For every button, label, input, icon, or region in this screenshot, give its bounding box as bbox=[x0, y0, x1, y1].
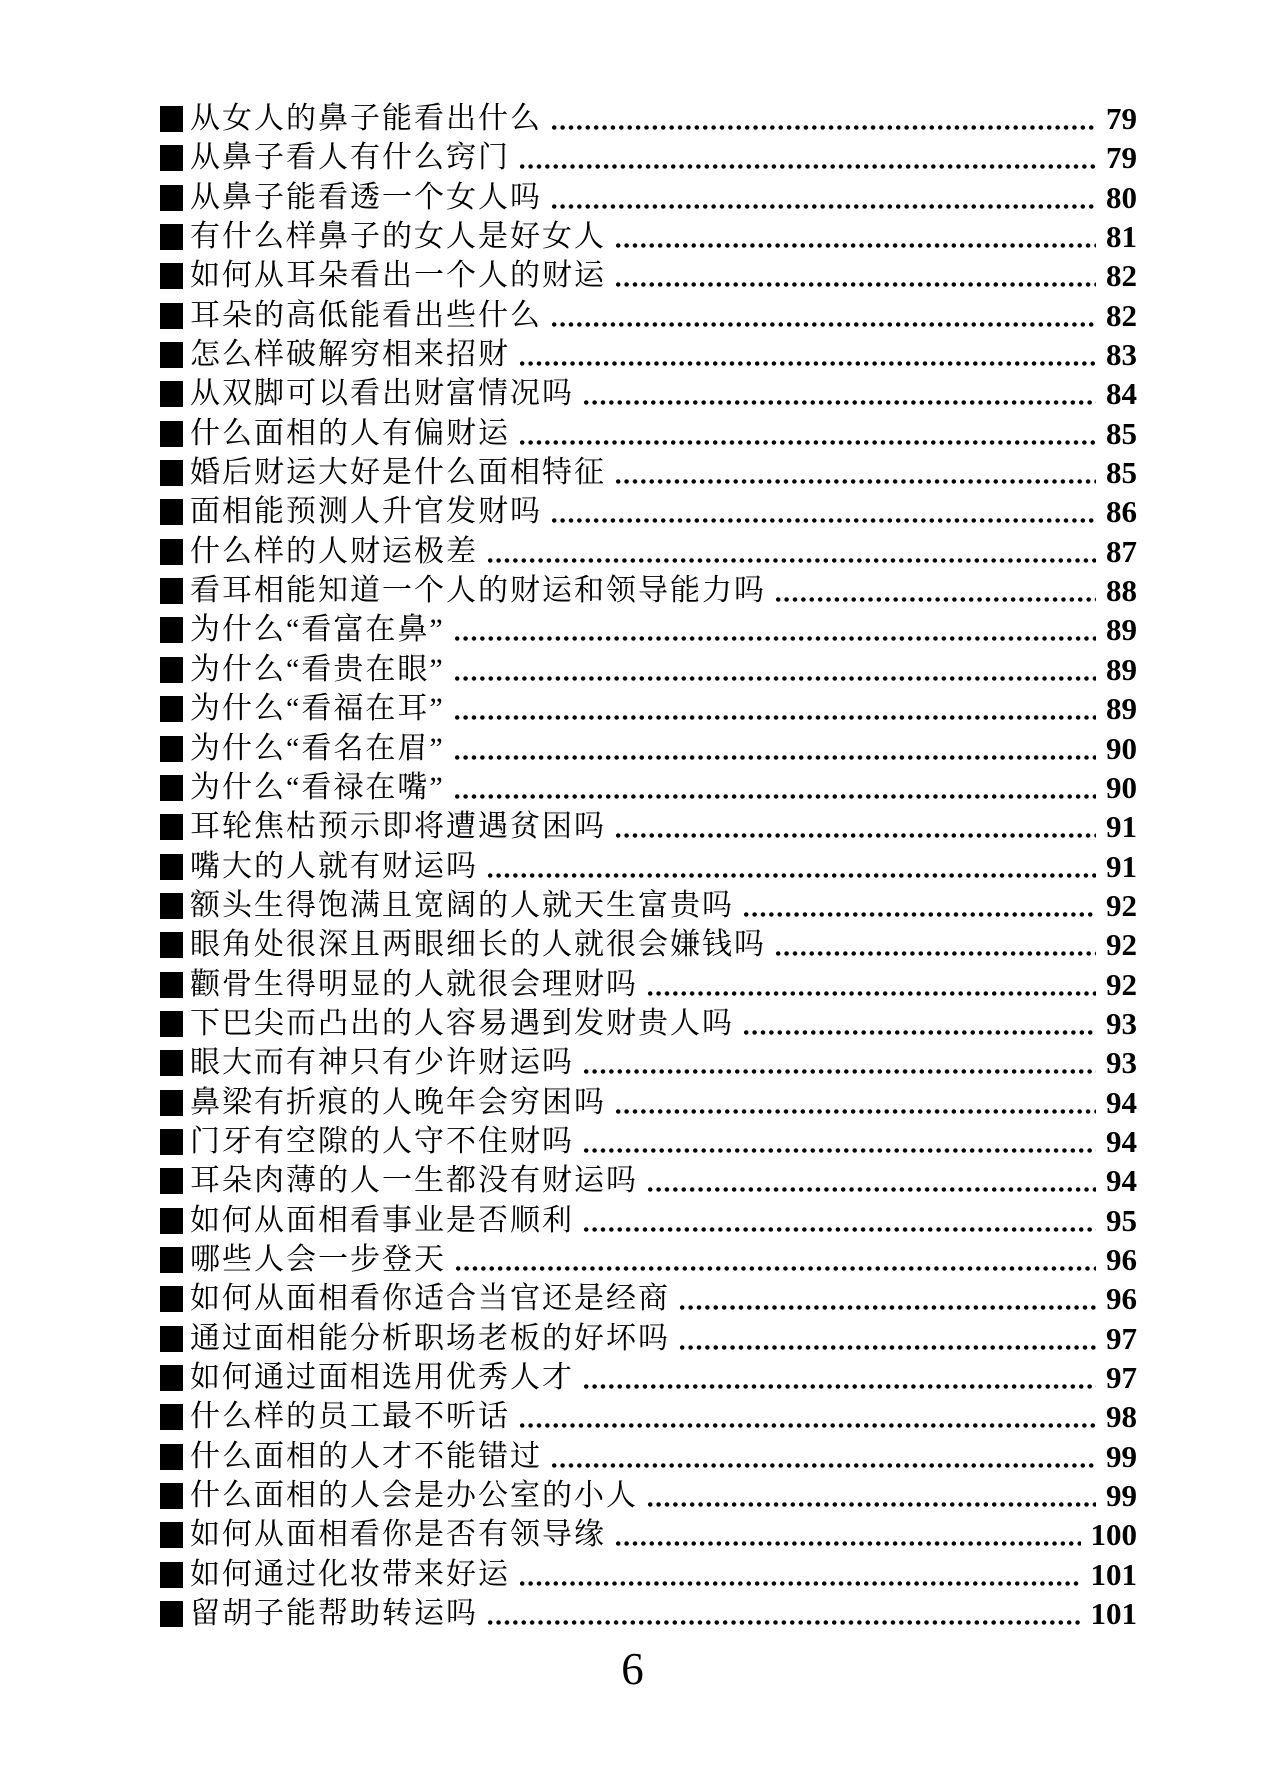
dot-leader bbox=[518, 335, 1096, 374]
square-bullet-icon bbox=[160, 1522, 183, 1548]
toc-entry-title: 如何通过化妆带来好运 bbox=[190, 1557, 510, 1591]
toc-entry-title: 什么面相的人才不能错过 bbox=[190, 1439, 542, 1473]
toc-entry-title: 为什么“看贵在眼” bbox=[190, 652, 445, 686]
square-bullet-icon bbox=[160, 539, 183, 565]
dot-leader bbox=[486, 847, 1096, 886]
toc-entry-title: 为什么“看名在眉” bbox=[190, 731, 445, 765]
toc-entry[interactable] bbox=[160, 335, 1137, 374]
toc-entry-title: 有什么样鼻子的女人是好女人 bbox=[190, 220, 606, 254]
dot-leader bbox=[646, 1476, 1096, 1515]
square-bullet-icon bbox=[160, 145, 183, 171]
square-bullet-icon bbox=[160, 1050, 183, 1076]
dot-leader bbox=[454, 1240, 1096, 1279]
toc-entry-page: 91 bbox=[1106, 848, 1137, 884]
dot-leader bbox=[550, 1437, 1096, 1476]
dot-leader bbox=[486, 532, 1096, 571]
toc-entry-title: 耳轮焦枯预示即将遭遇贫困吗 bbox=[190, 810, 606, 844]
toc-entry-title: 什么样的员工最不听话 bbox=[190, 1400, 510, 1434]
square-bullet-icon bbox=[160, 657, 183, 683]
dot-leader bbox=[742, 1004, 1096, 1043]
toc-entry-page: 79 bbox=[1106, 140, 1137, 176]
square-bullet-icon bbox=[160, 1483, 183, 1509]
toc-entry[interactable] bbox=[160, 374, 1137, 413]
dot-leader bbox=[774, 571, 1096, 610]
square-bullet-icon bbox=[160, 1090, 183, 1116]
toc-entry[interactable] bbox=[160, 1279, 1137, 1318]
square-bullet-icon bbox=[160, 1168, 183, 1194]
toc-entry-title: 眼角处很深且两眼细长的人就很会嫌钱吗 bbox=[190, 928, 766, 962]
dot-leader bbox=[646, 965, 1096, 1004]
toc-entry-title: 为什么“看福在耳” bbox=[190, 692, 445, 726]
toc-entry-title: 鼻梁有折痕的人晚年会穷困吗 bbox=[190, 1085, 606, 1119]
toc-entry-page: 101 bbox=[1090, 1596, 1137, 1632]
toc-entry-page: 96 bbox=[1106, 1281, 1137, 1317]
toc-entry-page: 85 bbox=[1106, 455, 1137, 491]
toc-entry-page: 88 bbox=[1106, 573, 1137, 609]
toc-entry[interactable] bbox=[160, 1201, 1137, 1240]
square-bullet-icon bbox=[160, 1208, 183, 1234]
dot-leader bbox=[550, 492, 1096, 531]
toc-entry[interactable] bbox=[160, 1004, 1137, 1043]
toc-entry-page: 84 bbox=[1106, 376, 1137, 412]
toc-entry[interactable] bbox=[160, 768, 1137, 807]
square-bullet-icon bbox=[160, 1404, 183, 1430]
toc-entry-title: 留胡子能帮助转运吗 bbox=[190, 1597, 478, 1631]
square-bullet-icon bbox=[160, 972, 183, 998]
toc-entry-page: 97 bbox=[1106, 1320, 1137, 1356]
square-bullet-icon bbox=[160, 421, 183, 447]
toc-entry-page: 99 bbox=[1106, 1478, 1137, 1514]
toc-entry[interactable] bbox=[160, 256, 1137, 295]
toc-entry[interactable] bbox=[160, 1358, 1137, 1397]
toc-entry-title: 什么面相的人会是办公室的小人 bbox=[190, 1479, 638, 1513]
toc-entry-title: 婚后财运大好是什么面相特征 bbox=[190, 456, 606, 490]
dot-leader bbox=[453, 689, 1096, 728]
square-bullet-icon bbox=[160, 775, 183, 801]
toc-entry[interactable] bbox=[160, 178, 1137, 217]
toc-entry-page: 86 bbox=[1106, 494, 1137, 530]
dot-leader bbox=[582, 1122, 1096, 1161]
dot-leader bbox=[582, 1358, 1096, 1397]
dot-leader bbox=[453, 729, 1096, 768]
square-bullet-icon bbox=[160, 1365, 183, 1391]
toc-entry-page: 92 bbox=[1106, 927, 1137, 963]
toc-entry-title: 哪些人会一步登天 bbox=[190, 1242, 446, 1276]
square-bullet-icon bbox=[160, 185, 183, 211]
dot-leader bbox=[453, 650, 1096, 689]
toc-entry[interactable] bbox=[160, 1515, 1137, 1554]
toc-entry-page: 80 bbox=[1106, 179, 1137, 215]
square-bullet-icon bbox=[160, 1444, 183, 1470]
dot-leader bbox=[518, 1397, 1096, 1436]
toc-entry-title: 如何从面相看你适合当官还是经商 bbox=[190, 1282, 670, 1316]
toc-entry[interactable] bbox=[160, 138, 1137, 177]
toc-entry[interactable] bbox=[160, 689, 1137, 728]
toc-entry[interactable] bbox=[160, 847, 1137, 886]
square-bullet-icon bbox=[160, 1601, 183, 1627]
dot-leader bbox=[486, 1594, 1081, 1633]
toc-entry-title: 从鼻子能看透一个女人吗 bbox=[190, 180, 542, 214]
toc-entry-page: 98 bbox=[1106, 1399, 1137, 1435]
toc-entry-title: 什么面相的人有偏财运 bbox=[190, 416, 510, 450]
toc-entry-page: 97 bbox=[1106, 1360, 1137, 1395]
toc-entry[interactable] bbox=[160, 1043, 1137, 1082]
toc-entry[interactable] bbox=[160, 1240, 1137, 1279]
square-bullet-icon bbox=[160, 932, 183, 958]
toc-entry-title: 额头生得饱满且宽阔的人就天生富贵吗 bbox=[190, 888, 734, 922]
square-bullet-icon bbox=[160, 1326, 183, 1352]
dot-leader bbox=[774, 925, 1096, 964]
dot-leader bbox=[550, 178, 1096, 217]
toc-entry[interactable] bbox=[160, 1122, 1137, 1161]
toc-entry[interactable] bbox=[160, 1594, 1137, 1633]
toc-entry[interactable] bbox=[160, 1476, 1137, 1515]
toc-entry[interactable] bbox=[160, 99, 1137, 138]
square-bullet-icon bbox=[160, 814, 183, 840]
dot-leader bbox=[550, 99, 1096, 138]
toc-entry-page: 93 bbox=[1106, 1045, 1137, 1081]
square-bullet-icon bbox=[160, 224, 183, 250]
toc-entry[interactable] bbox=[160, 1319, 1137, 1358]
dot-leader bbox=[518, 138, 1096, 177]
square-bullet-icon bbox=[160, 1286, 183, 1312]
dot-leader bbox=[678, 1319, 1096, 1358]
toc-entry-page: 100 bbox=[1090, 1517, 1137, 1553]
toc-entry-title: 耳朵的高低能看出些什么 bbox=[190, 298, 542, 332]
toc-entry-page: 83 bbox=[1106, 337, 1137, 373]
toc-entry-title: 如何从耳朵看出一个人的财运 bbox=[190, 259, 606, 293]
square-bullet-icon bbox=[160, 854, 183, 880]
toc-entry[interactable] bbox=[160, 807, 1137, 846]
dot-leader bbox=[614, 256, 1096, 295]
toc-entry[interactable] bbox=[160, 610, 1137, 649]
page-number: 6 bbox=[621, 1644, 644, 1695]
toc-entry[interactable] bbox=[160, 492, 1137, 531]
toc-entry-page: 89 bbox=[1106, 651, 1137, 687]
toc-entry-title: 为什么“看富在鼻” bbox=[190, 613, 445, 647]
toc-entry-title: 颧骨生得明显的人就很会理财吗 bbox=[190, 967, 638, 1001]
square-bullet-icon bbox=[160, 263, 183, 289]
toc-entry-title: 从双脚可以看出财富情况吗 bbox=[190, 377, 574, 411]
toc-entry[interactable] bbox=[160, 414, 1137, 453]
square-bullet-icon bbox=[160, 342, 183, 368]
square-bullet-icon bbox=[160, 1011, 183, 1037]
toc-entry-title: 什么样的人财运极差 bbox=[190, 534, 478, 568]
toc-entry[interactable] bbox=[160, 1083, 1137, 1122]
dot-leader bbox=[646, 1161, 1096, 1200]
toc-entry-page: 101 bbox=[1090, 1556, 1137, 1592]
square-bullet-icon bbox=[160, 499, 183, 525]
toc-entry-title: 从女人的鼻子能看出什么 bbox=[190, 102, 542, 135]
toc-entry-page: 82 bbox=[1106, 297, 1137, 333]
toc-entry-title: 如何从面相看事业是否顺利 bbox=[190, 1203, 574, 1237]
dot-leader bbox=[453, 610, 1096, 649]
toc-entry-page: 91 bbox=[1106, 809, 1137, 845]
toc-entry-page: 92 bbox=[1106, 887, 1137, 923]
toc-entry-title: 看耳相能知道一个人的财运和领导能力吗 bbox=[190, 574, 766, 608]
toc-entry[interactable] bbox=[160, 1161, 1137, 1200]
square-bullet-icon bbox=[160, 893, 183, 919]
dot-leader bbox=[582, 1201, 1096, 1240]
square-bullet-icon bbox=[160, 1247, 183, 1273]
toc-entry-title: 面相能预测人升官发财吗 bbox=[190, 495, 542, 529]
toc-entry[interactable] bbox=[160, 650, 1137, 689]
dot-leader bbox=[518, 1555, 1081, 1594]
toc-list bbox=[160, 99, 1137, 1633]
toc-entry-page: 95 bbox=[1106, 1202, 1137, 1238]
dot-leader bbox=[614, 217, 1096, 256]
toc-entry-page: 94 bbox=[1106, 1163, 1137, 1199]
toc-entry[interactable] bbox=[160, 729, 1137, 768]
toc-entry[interactable] bbox=[160, 1397, 1137, 1436]
toc-entry-page: 89 bbox=[1106, 612, 1137, 648]
toc-entry[interactable] bbox=[160, 965, 1137, 1004]
square-bullet-icon bbox=[160, 1562, 183, 1588]
toc-entry-page: 89 bbox=[1106, 691, 1137, 727]
toc-entry-title: 如何从面相看你是否有领导缘 bbox=[190, 1518, 606, 1552]
square-bullet-icon bbox=[160, 303, 183, 329]
toc-entry-page: 90 bbox=[1106, 730, 1137, 766]
dot-leader bbox=[582, 374, 1096, 413]
toc-entry-title: 耳朵肉薄的人一生都没有财运吗 bbox=[190, 1164, 638, 1198]
square-bullet-icon bbox=[160, 106, 183, 132]
square-bullet-icon bbox=[160, 736, 183, 762]
toc-entry-page: 96 bbox=[1106, 1241, 1137, 1277]
toc-entry[interactable] bbox=[160, 217, 1137, 256]
dot-leader bbox=[453, 768, 1096, 807]
toc-entry-page: 94 bbox=[1106, 1084, 1137, 1120]
square-bullet-icon bbox=[160, 696, 183, 722]
toc-entry[interactable] bbox=[160, 532, 1137, 571]
toc-entry[interactable] bbox=[160, 1437, 1137, 1476]
dot-leader bbox=[614, 1083, 1096, 1122]
square-bullet-icon bbox=[160, 617, 183, 643]
toc-entry-page: 79 bbox=[1106, 101, 1137, 136]
toc-entry-page: 90 bbox=[1106, 769, 1137, 805]
dot-leader bbox=[614, 1515, 1081, 1554]
toc-entry-title: 从鼻子看人有什么窍门 bbox=[190, 141, 510, 175]
dot-leader bbox=[742, 886, 1096, 925]
toc-entry-title: 为什么“看禄在嘴” bbox=[190, 770, 445, 804]
toc-entry-page: 87 bbox=[1106, 533, 1137, 569]
dot-leader bbox=[678, 1279, 1096, 1318]
toc-entry-page: 93 bbox=[1106, 1005, 1137, 1041]
toc-entry-title: 怎么样破解穷相来招财 bbox=[190, 338, 510, 372]
toc-entry-page: 99 bbox=[1106, 1438, 1137, 1474]
dot-leader bbox=[582, 1043, 1096, 1082]
toc-entry-page: 81 bbox=[1106, 219, 1137, 255]
toc-entry-title: 通过面相能分析职场老板的好坏吗 bbox=[190, 1321, 670, 1355]
toc-entry-page: 85 bbox=[1106, 415, 1137, 451]
square-bullet-icon bbox=[160, 381, 183, 407]
toc-entry[interactable] bbox=[160, 571, 1137, 610]
toc-entry-title: 下巴尖而凸出的人容易遇到发财贵人吗 bbox=[190, 1006, 734, 1040]
square-bullet-icon bbox=[160, 578, 183, 604]
dot-leader bbox=[550, 296, 1096, 335]
toc-entry[interactable] bbox=[160, 1555, 1137, 1594]
square-bullet-icon bbox=[160, 460, 183, 486]
toc-entry-title: 如何通过面相选用优秀人才 bbox=[190, 1361, 574, 1394]
toc-entry-page: 94 bbox=[1106, 1123, 1137, 1159]
toc-entry-page: 92 bbox=[1106, 966, 1137, 1002]
toc-entry[interactable] bbox=[160, 296, 1137, 335]
dot-leader bbox=[518, 414, 1096, 453]
dot-leader bbox=[614, 807, 1096, 846]
toc-entry-title: 嘴大的人就有财运吗 bbox=[190, 849, 478, 883]
square-bullet-icon bbox=[160, 1129, 183, 1155]
toc-entry-page: 82 bbox=[1106, 258, 1137, 294]
toc-entry-title: 眼大而有神只有少许财运吗 bbox=[190, 1046, 574, 1080]
toc-entry[interactable] bbox=[160, 886, 1137, 925]
toc-entry[interactable] bbox=[160, 925, 1137, 964]
toc-entry[interactable] bbox=[160, 453, 1137, 492]
dot-leader bbox=[614, 453, 1096, 492]
toc-entry-title: 门牙有空隙的人守不住财吗 bbox=[190, 1124, 574, 1158]
